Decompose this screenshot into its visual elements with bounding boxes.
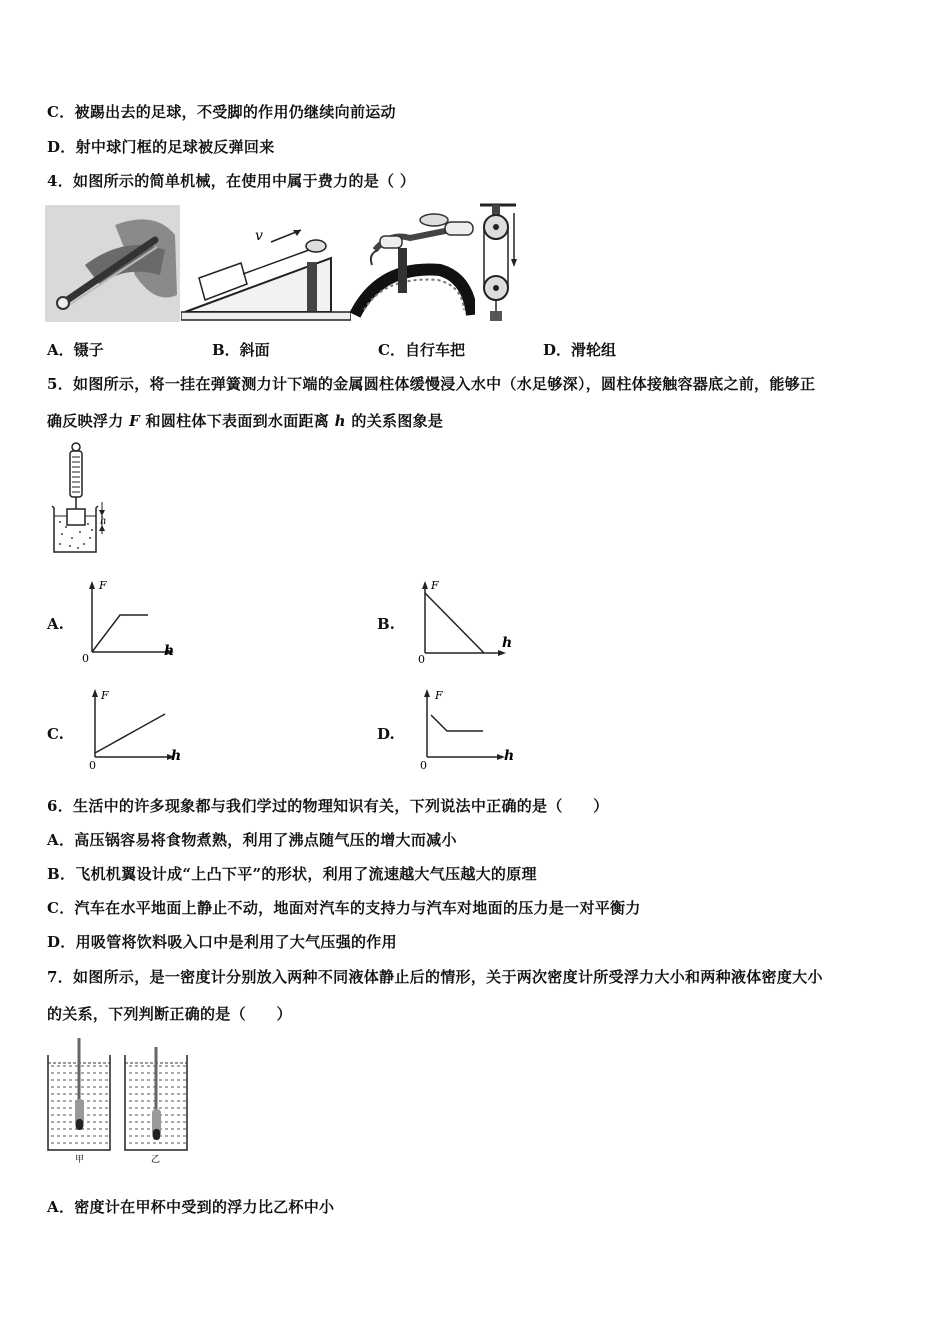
graph-d-x-label: h — [504, 748, 515, 764]
graph-b-y-label: F — [431, 579, 439, 592]
graph-a-x-label: h — [164, 643, 175, 659]
pulley-block-image — [478, 203, 518, 323]
spring-scale-beaker-image — [50, 442, 110, 556]
graph-c-origin: 0 — [89, 759, 96, 772]
q6-option-a: A．高压锅容易将食物煮熟，利用了沸点随气压的增大而减小 — [47, 831, 457, 849]
graph-a-y-label: F — [99, 579, 107, 592]
q4-option-c: C．自行车把 — [378, 341, 465, 359]
q4-option-b: B．斜面 — [212, 341, 270, 359]
cup-jia-label: 甲 — [75, 1155, 85, 1165]
graph-d-y-label: F — [435, 689, 443, 702]
q5-graph-a-label: A. — [47, 615, 64, 633]
graph-d-curve — [431, 715, 483, 731]
graph-a-y-arrow — [89, 581, 95, 589]
graph-b — [412, 577, 522, 665]
graph-c-y-label: F — [101, 689, 109, 702]
velocity-label: v — [255, 228, 263, 244]
graph-c — [83, 685, 193, 775]
q4-stem: 4．如图所示的简单机械，在使用中属于费力的是（ ） — [47, 172, 416, 190]
incline-image — [181, 218, 351, 322]
graph-b-x-label: h — [502, 635, 513, 651]
q7-stem-line2: 的关系，下列判断正确的是（ ） — [47, 1005, 292, 1023]
q5-graph-b-label: B. — [377, 615, 395, 633]
tweezers-image — [45, 205, 180, 322]
graph-c-x-label: h — [171, 748, 182, 764]
q4-option-a: A．镊子 — [47, 341, 104, 359]
graph-b-origin: 0 — [418, 653, 425, 665]
graph-c-curve — [95, 714, 165, 753]
graph-a — [80, 577, 180, 665]
graph-d-y-arrow — [424, 689, 430, 697]
q6-option-c: C．汽车在水平地面上静止不动，地面对汽车的支持力与汽车对地面的压力是一对平衡力 — [47, 899, 641, 917]
q7-option-a: A．密度计在甲杯中受到的浮力比乙杯中小 — [47, 1198, 335, 1216]
graph-c-y-arrow — [92, 689, 98, 697]
q7-stem-line1: 7．如图所示，是一密度计分别放入两种不同液体静止后的情形，关于两次密度计所受浮力大小和两种液体密度大小 — [47, 968, 823, 986]
graph-a-curve — [92, 615, 148, 652]
q5-graph-c-label: C. — [47, 725, 64, 743]
graph-d-origin: 0 — [420, 759, 427, 772]
graph-d — [415, 685, 525, 775]
q5-stem-line2: 确反映浮力 F 和圆柱体下表面到水面距离 h 的关系图象是 — [47, 412, 444, 430]
cup-yi-label: 乙 — [151, 1155, 161, 1165]
bike-handlebar-image — [350, 210, 475, 322]
hydrometer-cups-image — [45, 1035, 190, 1165]
q6-option-b: B．飞机机翼设计成“上凸下平”的形状，利用了流速越大气压越大的原理 — [47, 865, 537, 883]
q3-option-d: D．射中球门框的足球被反弹回来 — [47, 138, 275, 156]
q6-stem: 6．生活中的许多现象都与我们学过的物理知识有关，下列说法中正确的是（ ） — [47, 797, 609, 815]
q4-option-d: D．滑轮组 — [543, 341, 617, 359]
graph-a-origin: 0 — [82, 652, 89, 665]
q3-option-c: C．被踢出去的足球，不受脚的作用仍继续向前运动 — [47, 103, 396, 121]
graph-b-y-arrow — [422, 581, 428, 589]
depth-h-label: h — [100, 516, 107, 527]
q5-stem-line1: 5．如图所示，将一挂在弹簧测力计下端的金属圆柱体缓慢浸入水中（水足够深），圆柱体接触容器底之前，能够正 — [47, 375, 816, 393]
q6-option-d: D．用吸管将饮料吸入口中是利用了大气压强的作用 — [47, 933, 397, 951]
graph-b-curve — [425, 593, 484, 653]
q5-graph-d-label: D. — [377, 725, 395, 743]
